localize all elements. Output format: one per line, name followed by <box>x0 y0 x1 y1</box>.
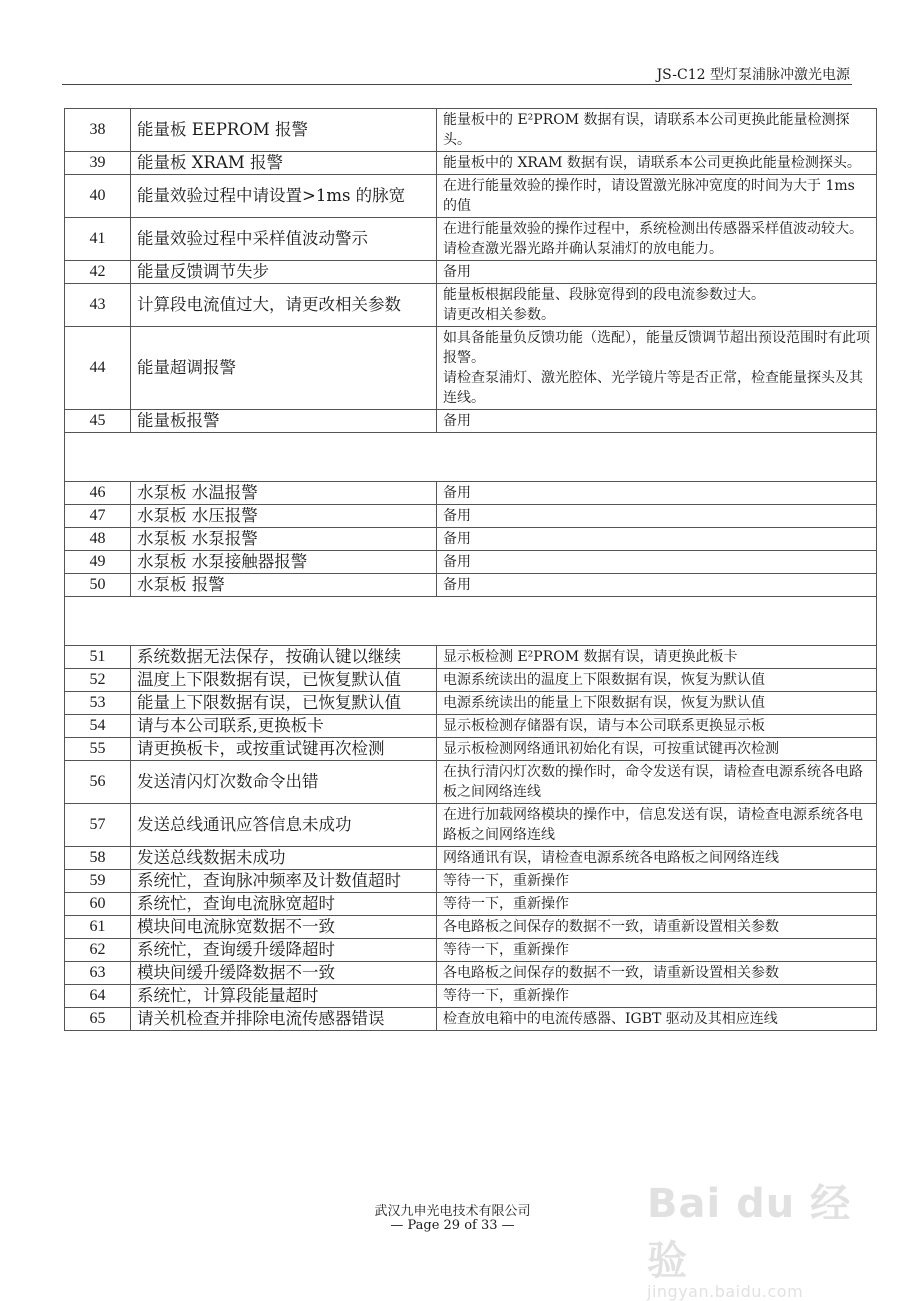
error-description <box>437 1008 877 1031</box>
description-line: 备用 <box>443 485 471 501</box>
description-line: 等待一下，重新操作 <box>443 988 569 1004</box>
watermark-url: jingyan.baidu.com <box>647 1282 804 1301</box>
error-code-number: 64 <box>65 985 131 1008</box>
error-code-number: 43 <box>65 284 131 327</box>
error-message: 计算段电流值过大，请更改相关参数 <box>131 284 437 327</box>
error-message: 能量效验过程中请设置>1ms 的脉宽 <box>131 175 437 218</box>
description-line: 等待一下，重新操作 <box>443 896 569 912</box>
description-line: 显示板检测 E²PROM 数据有误，请更换此板卡 <box>443 649 738 665</box>
error-code-number: 47 <box>65 505 131 528</box>
table-row <box>65 574 877 597</box>
error-description <box>437 669 877 692</box>
error-message: 发送总线数据未成功 <box>131 847 437 870</box>
table-row <box>65 646 877 669</box>
description-line: 能量板中的 E²PROM 数据有误，请联系本公司更换此能量检测探头。 <box>443 112 850 148</box>
error-message: 水泵板 水温报警 <box>131 482 437 505</box>
table-row <box>65 761 877 804</box>
table-row <box>65 152 877 175</box>
error-code-number: 59 <box>65 870 131 893</box>
error-message: 水泵板 水压报警 <box>131 505 437 528</box>
error-description <box>437 482 877 505</box>
error-message: 系统忙，查询电流脉宽超时 <box>131 893 437 916</box>
description-line: 在进行能量效验的操作过程中，系统检测出传感器采样值波动较大。 <box>443 221 863 237</box>
error-message: 能量反馈调节失步 <box>131 261 437 284</box>
footer-company: 武汉九申光电技术有限公司 <box>374 1204 531 1219</box>
description-line: 请检查激光器光路并确认泵浦灯的放电能力。 <box>443 241 723 257</box>
description-line: 备用 <box>443 508 471 524</box>
table-row <box>65 175 877 218</box>
section-separator-row <box>65 433 877 482</box>
error-code-number: 45 <box>65 410 131 433</box>
description-line: 备用 <box>443 577 471 593</box>
error-code-number: 61 <box>65 916 131 939</box>
watermark-logo: Bai du 经验 <box>647 1181 852 1284</box>
table-row <box>65 551 877 574</box>
error-description <box>437 551 877 574</box>
error-code-number: 53 <box>65 692 131 715</box>
error-description <box>437 218 877 261</box>
error-description <box>437 804 877 847</box>
table-row <box>65 482 877 505</box>
description-line: 显示板检测网络通讯初始化有误，可按重试键再次检测 <box>443 741 779 757</box>
error-code-number: 41 <box>65 218 131 261</box>
error-code-number: 62 <box>65 939 131 962</box>
error-description <box>437 715 877 738</box>
error-description <box>437 646 877 669</box>
error-code-number: 49 <box>65 551 131 574</box>
error-message: 系统数据无法保存，按确认键以继续 <box>131 646 437 669</box>
error-code-number: 56 <box>65 761 131 804</box>
error-description <box>437 284 877 327</box>
table-row <box>65 109 877 152</box>
description-line: 能量板根据段能量、段脉宽得到的段电流参数过大。 <box>443 287 765 303</box>
error-message: 水泵板 水泵接触器报警 <box>131 551 437 574</box>
blank-cell <box>65 433 877 482</box>
error-code-number: 57 <box>65 804 131 847</box>
error-code-number: 38 <box>65 109 131 152</box>
table-row <box>65 715 877 738</box>
footer-page-number: — Page 29 of 33 — <box>390 1218 515 1233</box>
error-code-number: 42 <box>65 261 131 284</box>
error-message: 能量板 EEPROM 报警 <box>131 109 437 152</box>
error-message: 发送清闪灯次数命令出错 <box>131 761 437 804</box>
table-row <box>65 669 877 692</box>
error-message: 请与本公司联系,更换板卡 <box>131 715 437 738</box>
error-description <box>437 761 877 804</box>
error-message: 系统忙，计算段能量超时 <box>131 985 437 1008</box>
error-message: 温度上下限数据有误，已恢复默认值 <box>131 669 437 692</box>
error-description <box>437 327 877 410</box>
error-message: 发送总线通讯应答信息未成功 <box>131 804 437 847</box>
error-message: 模块间电流脉宽数据不一致 <box>131 916 437 939</box>
table-row <box>65 692 877 715</box>
description-line: 请更改相关参数。 <box>443 307 555 323</box>
error-code-number: 48 <box>65 528 131 551</box>
description-line: 各电路板之间保存的数据不一致，请重新设置相关参数 <box>443 965 779 981</box>
error-message: 水泵板 报警 <box>131 574 437 597</box>
error-description <box>437 109 877 152</box>
error-code-number: 50 <box>65 574 131 597</box>
error-description <box>437 893 877 916</box>
table-row <box>65 327 877 410</box>
error-description <box>437 847 877 870</box>
description-line: 备用 <box>443 264 471 280</box>
error-description <box>437 175 877 218</box>
table-row <box>65 916 877 939</box>
description-line: 如具备能量负反馈功能（选配），能量反馈调节超出预设范围时有此项报警。 <box>443 330 870 366</box>
table-row <box>65 870 877 893</box>
table-row <box>65 505 877 528</box>
section-separator-row <box>65 597 877 646</box>
page-header <box>62 62 852 85</box>
error-message: 能量板报警 <box>131 410 437 433</box>
table-row <box>65 962 877 985</box>
error-code-number: 60 <box>65 893 131 916</box>
error-message: 水泵板 水泵报警 <box>131 528 437 551</box>
description-line: 备用 <box>443 554 471 570</box>
table-row <box>65 804 877 847</box>
error-description <box>437 528 877 551</box>
table-row <box>65 985 877 1008</box>
description-line: 请检查泵浦灯、激光腔体、光学镜片等是否正常，检查能量探头及其连线。 <box>443 370 863 406</box>
table-row <box>65 528 877 551</box>
error-code-number: 65 <box>65 1008 131 1031</box>
table-row <box>65 261 877 284</box>
table-row <box>65 410 877 433</box>
error-description <box>437 574 877 597</box>
error-code-number: 39 <box>65 152 131 175</box>
error-description <box>437 870 877 893</box>
error-code-number: 54 <box>65 715 131 738</box>
table-row <box>65 218 877 261</box>
table-row <box>65 738 877 761</box>
error-code-number: 44 <box>65 327 131 410</box>
description-line: 备用 <box>443 413 471 429</box>
error-code-number: 55 <box>65 738 131 761</box>
blank-cell <box>65 597 877 646</box>
baidu-watermark <box>647 1172 857 1301</box>
description-line: 网络通讯有误，请检查电源系统各电路板之间网络连线 <box>443 850 779 866</box>
header-title: JS-C12 型灯泵浦脉冲激光电源 <box>656 67 850 83</box>
error-message: 请关机检查并排除电流传感器错误 <box>131 1008 437 1031</box>
error-message: 能量效验过程中采样值波动警示 <box>131 218 437 261</box>
description-line: 各电路板之间保存的数据不一致，请重新设置相关参数 <box>443 919 779 935</box>
description-line: 等待一下，重新操作 <box>443 942 569 958</box>
error-description <box>437 692 877 715</box>
description-line: 电源系统读出的温度上下限数据有误，恢复为默认值 <box>443 672 765 688</box>
table-row <box>65 939 877 962</box>
description-line: 等待一下，重新操作 <box>443 873 569 889</box>
description-line: 能量板中的 XRAM 数据有误，请联系本公司更换此能量检测探头。 <box>443 155 861 171</box>
error-message: 能量板 XRAM 报警 <box>131 152 437 175</box>
description-line: 在执行清闪灯次数的操作时，命令发送有误，请检查电源系统各电路板之间网络连线 <box>443 764 863 800</box>
error-code-number: 63 <box>65 962 131 985</box>
error-code-number: 46 <box>65 482 131 505</box>
error-description <box>437 939 877 962</box>
description-line: 电源系统读出的能量上下限数据有误，恢复为默认值 <box>443 695 765 711</box>
error-description <box>437 410 877 433</box>
error-message: 模块间缓升缓降数据不一致 <box>131 962 437 985</box>
table-row <box>65 1008 877 1031</box>
description-line: 在进行加载网络模块的操作中，信息发送有误，请检查电源系统各电路板之间网络连线 <box>443 807 863 843</box>
table-row <box>65 847 877 870</box>
error-description <box>437 152 877 175</box>
description-line: 显示板检测存储器有误，请与本公司联系更换显示板 <box>443 718 765 734</box>
error-description <box>437 985 877 1008</box>
error-code-number: 58 <box>65 847 131 870</box>
error-code-table <box>64 108 877 1031</box>
table-row <box>65 284 877 327</box>
description-line: 备用 <box>443 531 471 547</box>
description-line: 在进行能量效验的操作时，请设置激光脉冲宽度的时间为大于 1ms 的值 <box>443 178 855 214</box>
error-message: 系统忙，查询脉冲频率及计数值超时 <box>131 870 437 893</box>
error-description <box>437 738 877 761</box>
table-row <box>65 893 877 916</box>
description-line: 检查放电箱中的电流传感器、IGBT 驱动及其相应连线 <box>443 1011 778 1027</box>
error-description <box>437 916 877 939</box>
error-code-number: 52 <box>65 669 131 692</box>
error-message: 系统忙，查询缓升缓降超时 <box>131 939 437 962</box>
error-code-number: 51 <box>65 646 131 669</box>
error-message: 能量上下限数据有误，已恢复默认值 <box>131 692 437 715</box>
error-message: 能量超调报警 <box>131 327 437 410</box>
error-description <box>437 962 877 985</box>
error-message: 请更换板卡，或按重试键再次检测 <box>131 738 437 761</box>
error-description <box>437 261 877 284</box>
error-description <box>437 505 877 528</box>
error-code-number: 40 <box>65 175 131 218</box>
